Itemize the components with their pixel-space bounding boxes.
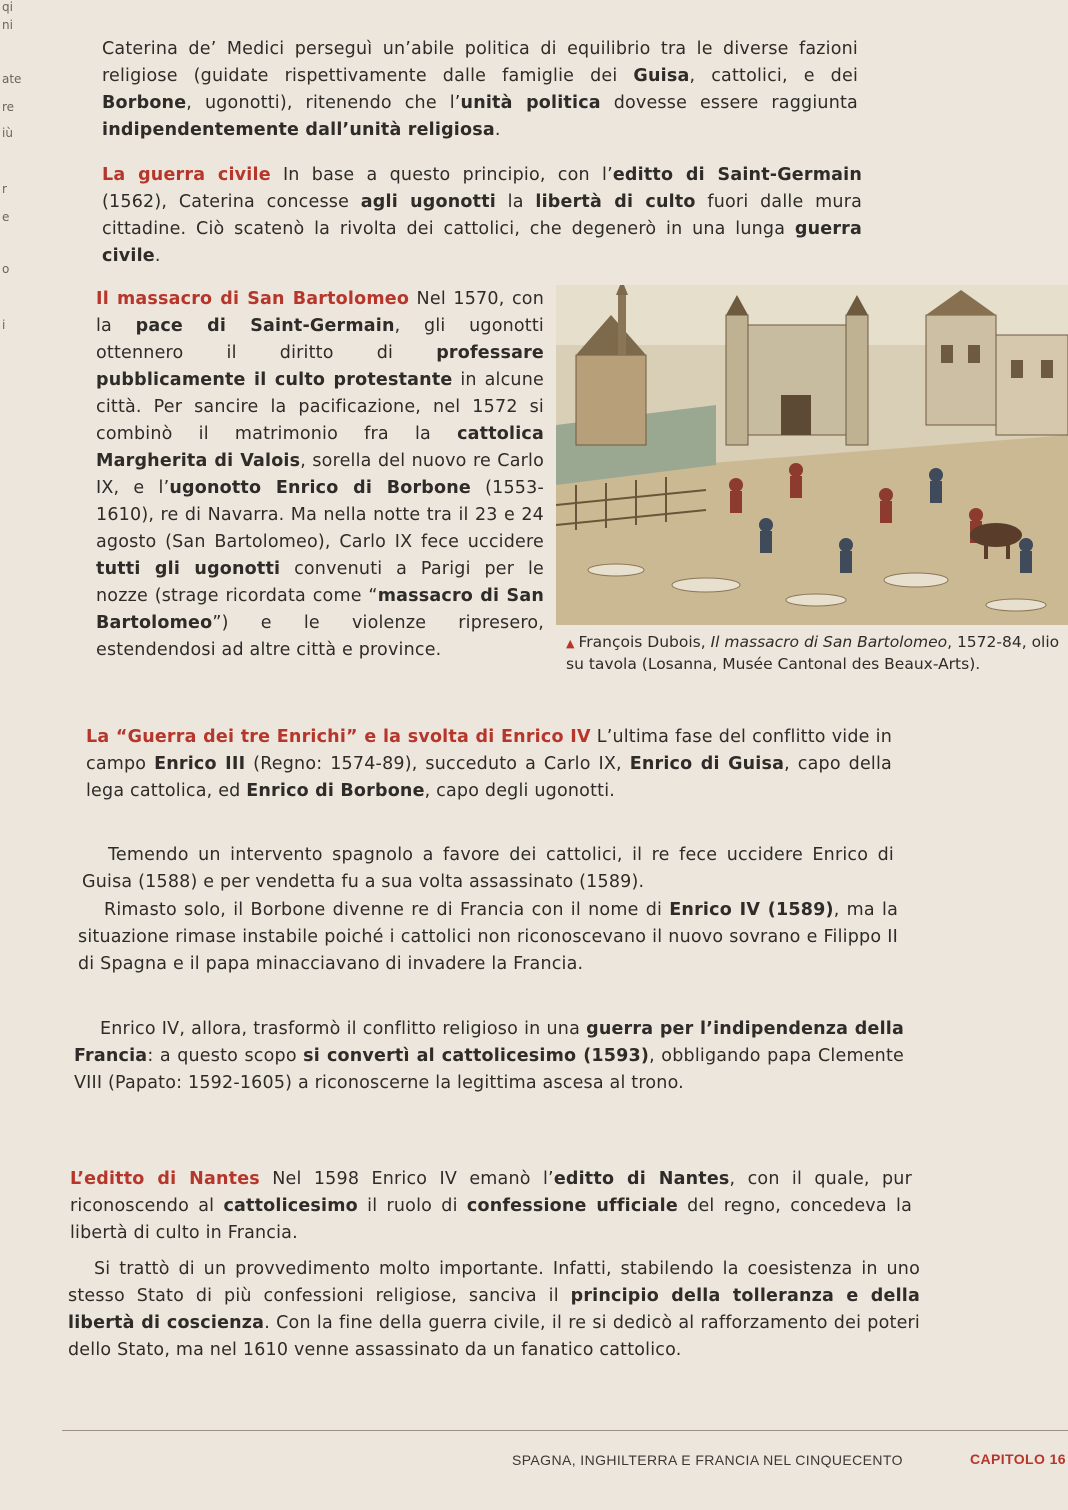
text-run: In base a questo principio, con l’ (270, 165, 613, 185)
text-run: la (495, 192, 536, 212)
painting-caption (566, 632, 1066, 674)
margin-fragment: r (2, 182, 7, 196)
bold-term: Enrico di Borbone (246, 781, 425, 801)
text-run: , con il quale, pur riconoscendo al (70, 1169, 912, 1216)
footer-chapter-label: CAPITOLO 16 (970, 1451, 1066, 1467)
bold-term: massacro di San Bartolomeo (96, 586, 545, 633)
bold-term: cattolicesimo (223, 1196, 358, 1216)
text-run: ”) e le violenze ripresero, estendendosi ad altre città e province. (96, 613, 544, 660)
text-run: , ugonotti), ritenendo che l’ (186, 93, 461, 113)
bold-term: unità politica (460, 93, 601, 113)
bold-term: Enrico di Guisa (629, 754, 785, 774)
bold-term: guerra civile (102, 219, 862, 266)
bold-term: professare pubblicamente il culto protestante (96, 343, 544, 390)
paragraph-heading: L’editto di Nantes (70, 1169, 260, 1189)
caption-title: Il massacro di San Bartolomeo (710, 633, 948, 651)
footer-section-title: SPAGNA, INGHILTERRA E FRANCIA NEL CINQUECENTO (512, 1452, 903, 1468)
paragraph-editto-nantes (70, 1166, 912, 1247)
text-run: , capo della lega cattolica, ed (86, 754, 892, 801)
bold-term: cattolica Margherita di Valois (96, 424, 544, 471)
painting-massacro-san-bartolomeo (556, 285, 1068, 625)
bold-term: confessione ufficiale (466, 1196, 678, 1216)
text-run: Temendo un intervento spagnolo a favore dei cattolici, il re fece uccidere Enrico di Guisa (1588) e per vendetta fu a sua volta assassinato (1589). (82, 845, 894, 892)
paragraph-politica-equilibrio (102, 36, 858, 144)
paragraph-intervento-spagnolo (82, 842, 894, 896)
painting-illustration (556, 285, 1068, 625)
text-run: Caterina de’ Medici perseguì un’abile politica di equilibrio tra le diverse fazioni religiose (guidate rispettivamente dalle famiglie dei (102, 39, 858, 86)
text-run: in alcune città. Per sancire la pacificazione, nel 1572 si combinò il matrimonio fra la (96, 370, 544, 444)
paragraph-heading: La guerra civile (102, 165, 271, 185)
text-run: , ma la situazione rimase instabile poiché i cattolici non riconoscevano il nuovo sovrano e Filippo II di Spagna e il papa minacciavano di invadere la Francia. (78, 900, 898, 974)
text-run: : a questo scopo (147, 1046, 304, 1066)
text-run: Nel 1598 Enrico IV emanò l’ (259, 1169, 554, 1189)
caption-author: François Dubois, (578, 633, 711, 651)
paragraph-guerra-tre-enrichi (86, 724, 892, 805)
text-run: Nel 1570, con la (96, 289, 544, 336)
text-run: del regno, concedeva la libertà di culto in Francia. (70, 1196, 912, 1243)
text-run: (Regno: 1574-89), succeduto a Carlo IX, (245, 754, 630, 774)
text-run: , sorella del nuovo re Carlo IX, e l’ (96, 451, 544, 498)
text-run: L’ultima fase del conflitto vide in campo (86, 727, 893, 774)
paragraph-tolleranza (68, 1256, 920, 1364)
bold-term: editto di Nantes (553, 1169, 730, 1189)
margin-fragment: re (2, 100, 15, 114)
bold-term: Guisa (633, 66, 690, 86)
margin-fragment: i (2, 318, 6, 332)
bold-term: pace di Saint-Germain (135, 316, 395, 336)
margin-fragment: o (2, 262, 10, 276)
text-run: Enrico IV, allora, trasformò il conflitto religioso in una (100, 1019, 587, 1039)
paragraph-massacro-san-bartolomeo (96, 286, 544, 664)
text-run: convenuti a Parigi per le nozze (strage ricordata come “ (96, 559, 544, 606)
bold-term: Borbone (102, 93, 187, 113)
paragraph-enrico-iv-re (78, 897, 898, 978)
paragraph-guerra-civile (102, 162, 862, 270)
margin-fragment: ate (2, 72, 22, 86)
bold-term: agli ugonotti (360, 192, 496, 212)
footer-divider (62, 1430, 1068, 1431)
paragraph-heading: Il massacro di San Bartolomeo (96, 289, 410, 309)
bold-term: principio della tolleranza e della libertà di coscienza (68, 1286, 920, 1333)
text-run: (1562), Caterina concesse (102, 192, 361, 212)
text-run: Rimasto solo, il Borbone divenne re di Francia con il nome di (104, 900, 670, 920)
caption-details: , 1572-84, olio su tavola (Losanna, Musée Cantonal des Beaux-Arts). (566, 633, 1060, 673)
margin-fragment: iù (2, 126, 13, 140)
bold-term: indipendentemente dall’unità religiosa (102, 120, 495, 140)
text-run: Si trattò di un provvedimento molto importante. Infatti, stabilendo la coesistenza in uno stesso Stato di più confessioni religiose, sanciva il (68, 1259, 920, 1306)
bold-term: guerra per l’indipendenza della Francia (74, 1019, 904, 1066)
text-run: dovesse essere raggiunta (600, 93, 858, 113)
text-run: il ruolo di (357, 1196, 467, 1216)
text-run: . (494, 120, 501, 140)
bold-term: editto di Saint-Germain (612, 165, 862, 185)
caption-triangle-icon: ▲ (566, 637, 575, 650)
paragraph-heading: La “Guerra dei tre Enrichi” e la svolta di Enrico IV (86, 727, 591, 747)
text-run: , obbligando papa Clemente VIII (Papato: 1592-1605) a riconoscerne la legittima ascesa al trono. (74, 1046, 904, 1093)
text-run: , capo degli ugonotti. (424, 781, 616, 801)
text-run: fuori dalle mura cittadine. Ciò scatenò la rivolta dei cattolici, che degenerò in una lunga (102, 192, 863, 239)
text-run: . (154, 246, 161, 266)
bold-term: tutti gli ugonotti (96, 559, 281, 579)
bold-term: si convertì al cattolicesimo (1593) (303, 1046, 650, 1066)
bold-term: libertà di culto (535, 192, 696, 212)
text-run: , gli ugonotti ottennero il diritto di (96, 316, 544, 363)
margin-fragment: e (2, 210, 10, 224)
bold-term: Enrico III (154, 754, 246, 774)
bold-term: Enrico IV (1589) (669, 900, 834, 920)
text-run: (1553-1610), re di Navarra. Ma nella notte tra il 23 e 24 agosto (San Bartolomeo), Carlo IX fece uccidere (96, 478, 544, 552)
margin-fragment: ni (2, 18, 13, 32)
paragraph-conversione (74, 1016, 904, 1097)
text-run: . Con la fine della guerra civile, il re si dedicò al rafforzamento dei poteri dello Stato, ma nel 1610 venne assassinato da un fanatico cattolico. (68, 1313, 920, 1360)
bold-term: ugonotto Enrico di Borbone (169, 478, 471, 498)
text-run: , cattolici, e dei (689, 66, 859, 86)
margin-fragment: qi (2, 0, 13, 14)
